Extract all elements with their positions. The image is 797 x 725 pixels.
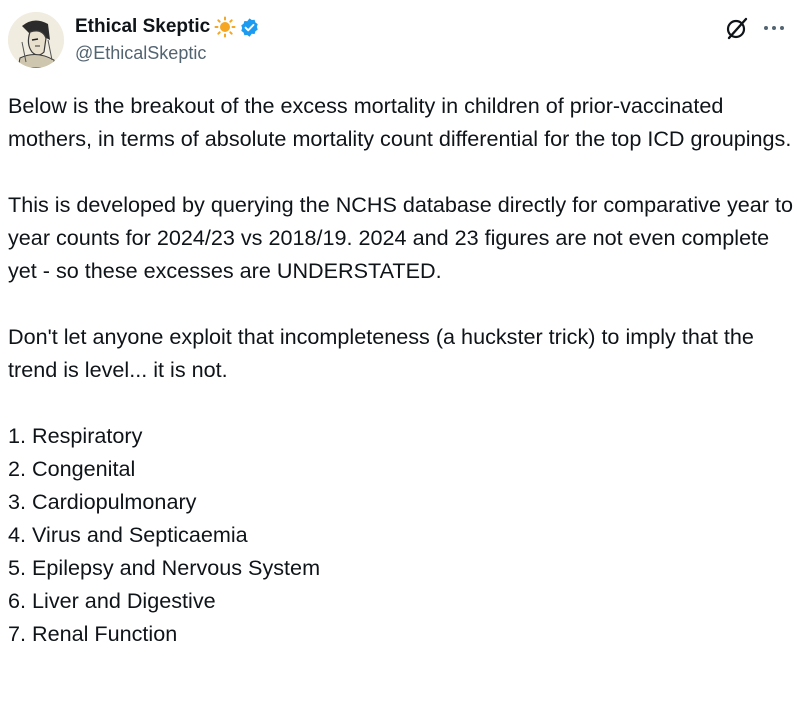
list-item: 2. Congenital — [8, 456, 136, 481]
post-paragraph: This is developed by querying the NCHS database directly for comparative year to year counts for 2024/23 vs 2018/19. 2024 and 23 figures are not even complete yet - so these excesses are UNDERSTATED. — [8, 192, 793, 283]
sun-icon — [214, 16, 236, 38]
post-body — [8, 89, 793, 650]
handle[interactable]: @EthicalSkeptic — [75, 43, 207, 63]
verified-badge-icon[interactable] — [239, 17, 260, 38]
list-item: 1. Respiratory — [8, 423, 143, 448]
grok-icon[interactable] — [723, 14, 751, 42]
author-block — [75, 14, 260, 64]
list-item: 5. Epilepsy and Nervous System — [8, 555, 321, 580]
post-paragraph: Below is the breakout of the excess mortality in children of prior-vaccinated mothers, in terms of absolute mortality count differential for the top ICD groupings. — [8, 93, 792, 151]
list-item: 7. Renal Function — [8, 621, 178, 646]
post-header — [0, 0, 797, 80]
list-item: 6. Liver and Digestive — [8, 588, 216, 613]
avatar[interactable] — [8, 12, 64, 68]
more-icon[interactable] — [760, 14, 788, 42]
post-paragraph: Don't let anyone exploit that incompleteness (a huckster trick) to imply that the trend is level... it is not. — [8, 324, 754, 382]
list-item: 4. Virus and Septicaemia — [8, 522, 248, 547]
display-name[interactable]: Ethical Skeptic — [75, 16, 211, 37]
icd-list — [8, 419, 793, 650]
avatar-illustration — [8, 12, 64, 68]
name-row — [75, 14, 260, 40]
list-item: 3. Cardiopulmonary — [8, 489, 197, 514]
